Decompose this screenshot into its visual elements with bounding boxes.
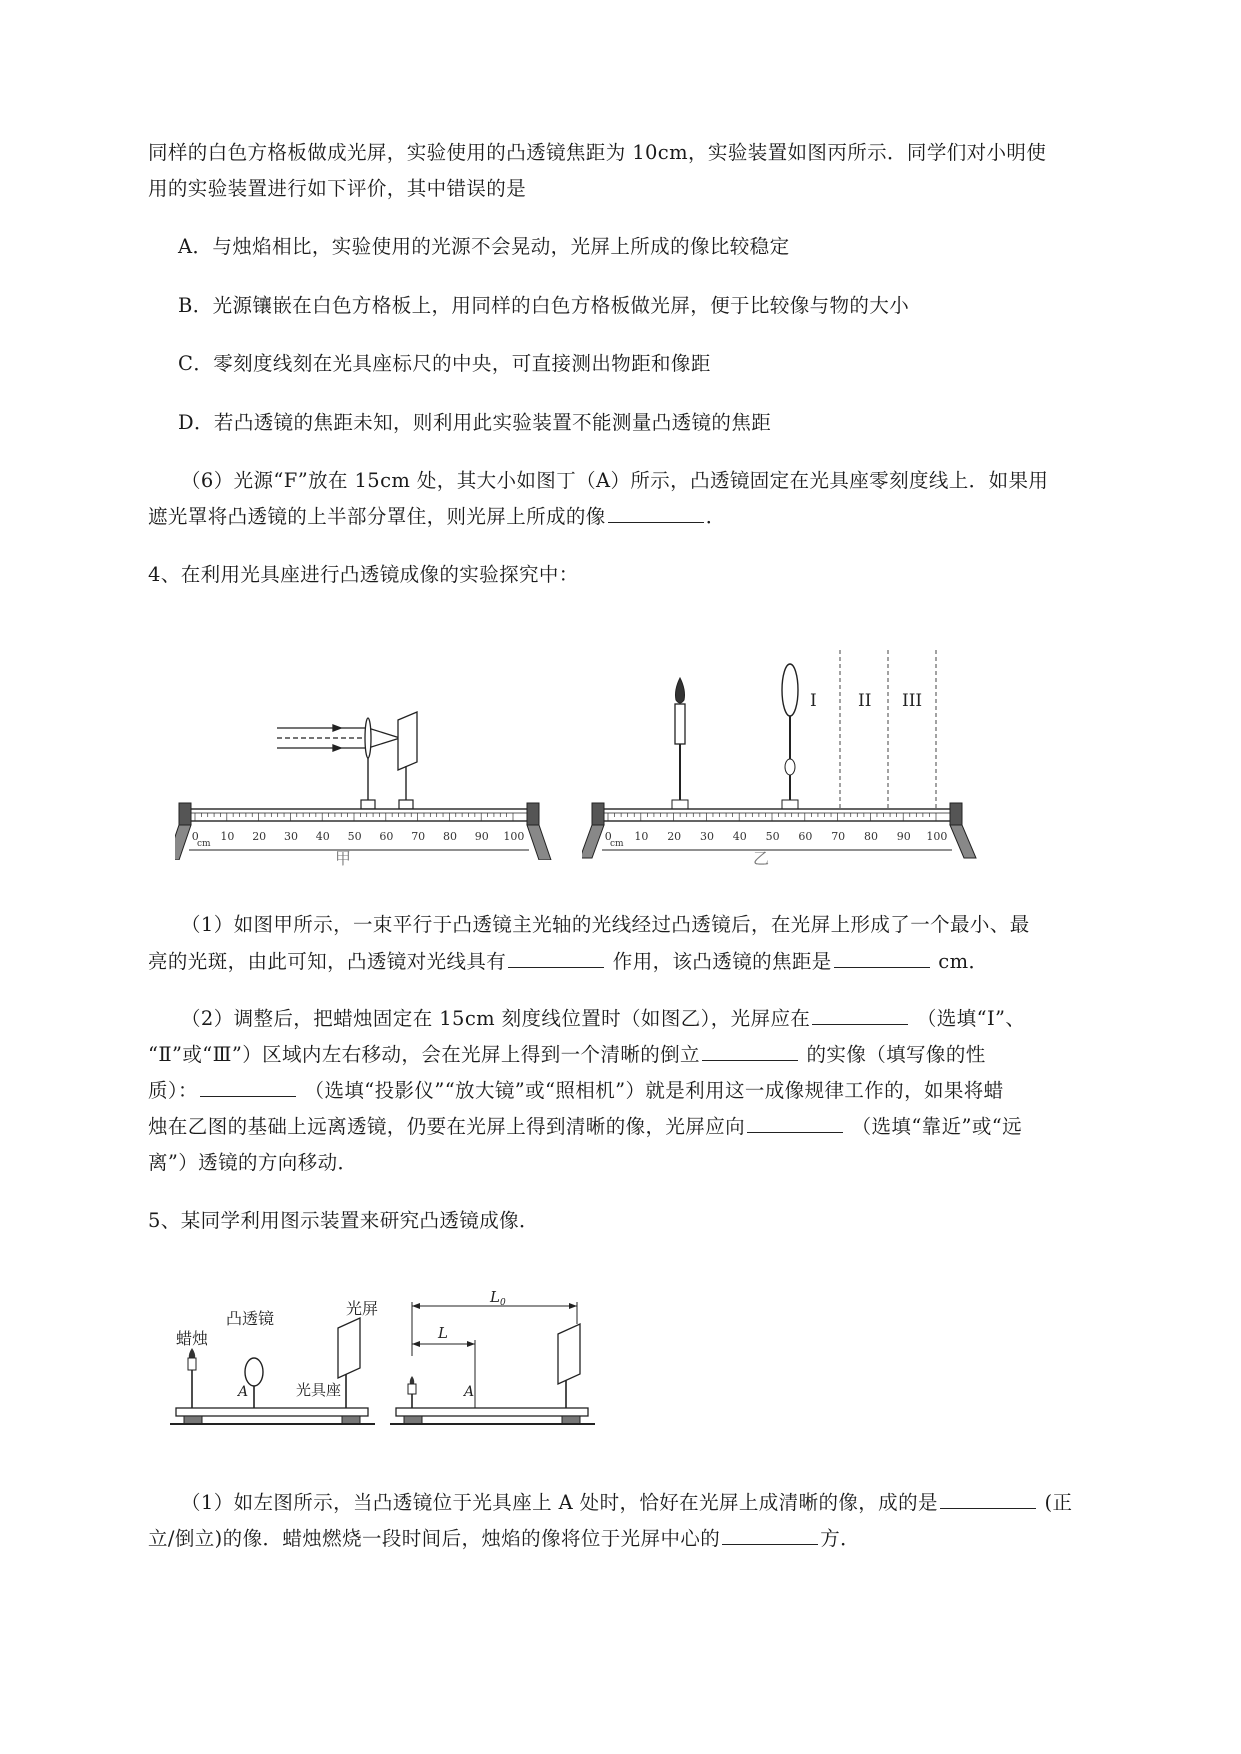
q5-s1-line-2 bbox=[148, 1524, 1148, 1554]
candle-icon bbox=[408, 1376, 416, 1408]
q4-s1-line-1: （1）如图甲所示，一束平行于凸透镜主光轴的光线经过凸透镜后，在光屏上形成了一个最小、最 bbox=[181, 913, 1030, 936]
q4-s2-line-3 bbox=[148, 1076, 1148, 1106]
answer-blank[interactable] bbox=[508, 949, 604, 968]
q4-s2-text-g: 烛在乙图的基础上远离透镜，仍要在光屏上得到清晰的像，光屏应向 bbox=[148, 1115, 746, 1138]
q5-s1-text-b: (正 bbox=[1037, 1491, 1073, 1514]
ruler-tick-label: 0 bbox=[604, 830, 612, 843]
figure-yi-caption: 乙 bbox=[753, 849, 770, 868]
q4-s2-line-4 bbox=[148, 1112, 1148, 1142]
ruler-tick-label: 60 bbox=[379, 830, 394, 843]
ruler-tick-label: 80 bbox=[443, 830, 457, 843]
light-screen-icon bbox=[558, 1324, 580, 1408]
ruler-tick-label: 90 bbox=[896, 830, 911, 843]
ruler-tick-label: 60 bbox=[798, 830, 813, 843]
screen-label: 光屏 bbox=[346, 1299, 379, 1318]
point-a-label: A bbox=[238, 1384, 249, 1400]
q4-s2-text-b: （选填“Ⅰ”、 bbox=[910, 1007, 1026, 1030]
q3-sub6-text: 遮光罩将凸透镜的上半部分罩住，则光屏上所成的像 bbox=[148, 505, 606, 528]
bench-label: 光具座 bbox=[296, 1381, 342, 1399]
bench-end-left bbox=[179, 803, 191, 825]
answer-blank[interactable] bbox=[702, 1042, 798, 1061]
parallel-light-rays bbox=[277, 725, 400, 751]
answer-blank[interactable] bbox=[812, 1006, 908, 1025]
ruler-tick-label: 10 bbox=[634, 830, 649, 843]
region-label-1: I bbox=[810, 691, 817, 711]
q4-s1-text-b: 作用，该凸透镜的焦距是 bbox=[606, 950, 832, 973]
lens-label: 凸透镜 bbox=[226, 1309, 275, 1328]
ruler-tick-label: 70 bbox=[831, 830, 846, 843]
figure-jia-caption: 甲 bbox=[335, 849, 352, 868]
ruler-tick-labels bbox=[192, 830, 525, 843]
bench-end-right bbox=[950, 803, 962, 825]
candle-label: 蜡烛 bbox=[176, 1329, 209, 1348]
bench-leg-right bbox=[950, 825, 976, 858]
q5-s1-text-c: 立/倒立)的像．蜡烛燃烧一段时间后，烛焰的像将位于光屏中心的 bbox=[148, 1527, 721, 1550]
ruler-tick-label: 50 bbox=[765, 830, 780, 843]
q4-s1-line-2 bbox=[148, 947, 1148, 977]
answer-blank[interactable] bbox=[608, 504, 704, 523]
region-label-3: III bbox=[902, 691, 923, 711]
bench-end-right bbox=[527, 803, 539, 825]
ruler-tick-label: 50 bbox=[347, 830, 362, 843]
answer-blank[interactable] bbox=[834, 949, 930, 968]
ruler-tick-labels bbox=[605, 830, 948, 843]
q3-option-c: C．零刻度线刻在光具座标尺的中央，可直接测出物距和像距 bbox=[178, 352, 711, 375]
q3-option-a: A．与烛焰相比，实验使用的光源不会晃动，光屏上所成的像比较稳定 bbox=[178, 235, 790, 258]
ruler-tick-label: 90 bbox=[474, 830, 489, 843]
ruler-tick-label: 40 bbox=[315, 830, 330, 843]
convex-lens-icon bbox=[782, 664, 798, 809]
ruler-tick-label: 0 bbox=[191, 830, 199, 843]
bench-leg-right bbox=[527, 825, 551, 860]
q3-text-line-2: 用的实验装置进行如下评价，其中错误的是 bbox=[148, 177, 527, 200]
q3-sub6-end: ． bbox=[705, 505, 726, 528]
ruler-tick-label: 30 bbox=[700, 830, 714, 843]
q3-sub6-line-2 bbox=[148, 502, 1148, 532]
point-a-label: A bbox=[464, 1384, 475, 1400]
l-label: L bbox=[438, 1324, 448, 1342]
region-label-2: II bbox=[858, 691, 872, 711]
distance-l0 bbox=[412, 1290, 577, 1356]
ruler-tick-label: 70 bbox=[411, 830, 426, 843]
convex-lens-icon bbox=[245, 1358, 263, 1408]
q4-s2-text-d: 的实像（填写像的性 bbox=[799, 1043, 986, 1066]
region-labels bbox=[810, 691, 922, 711]
bench-end-left bbox=[592, 803, 604, 825]
ruler-tick-label: 30 bbox=[284, 830, 298, 843]
q4-s1-text-c: cm． bbox=[931, 950, 989, 973]
q4-s2-line-1 bbox=[181, 1004, 1181, 1034]
answer-blank[interactable] bbox=[200, 1078, 296, 1097]
optical-bench bbox=[170, 1408, 375, 1424]
screen-slider bbox=[399, 800, 413, 809]
ruler-tick-label: 100 bbox=[503, 830, 525, 843]
q4-s2-text-a: （2）调整后，把蜡烛固定在 15cm 刻度线位置时（如图乙），光屏应在 bbox=[181, 1007, 811, 1030]
ruler-tick-label: 80 bbox=[864, 830, 878, 843]
ruler-tick-label: 10 bbox=[220, 830, 235, 843]
ruler-unit: cm bbox=[610, 839, 624, 849]
q5-s1-text-d: 方． bbox=[820, 1527, 860, 1550]
lens-slider bbox=[361, 800, 375, 809]
ruler-tick-label: 100 bbox=[926, 830, 948, 843]
q3-text-line-1: 同样的白色方格板做成光屏，实验使用的凸透镜焦距为 10cm，实验装置如图丙所示．同学们对小明使 bbox=[148, 141, 1047, 164]
answer-blank[interactable] bbox=[722, 1526, 818, 1545]
bench-leg-left bbox=[175, 825, 191, 860]
figure-q5-left bbox=[170, 1290, 385, 1435]
ruler-unit: cm bbox=[197, 839, 211, 849]
q5-title: 5、某同学利用图示装置来研究凸透镜成像． bbox=[148, 1209, 539, 1232]
light-screen-icon bbox=[338, 1318, 360, 1408]
optical-bench bbox=[390, 1408, 595, 1424]
bench-leg-left bbox=[582, 825, 604, 858]
q5-s1-text-a: （1）如左图所示，当凸透镜位于光具座上 A 处时，恰好在光屏上成清晰的像，成的是 bbox=[181, 1491, 938, 1514]
ruler-tick-label: 20 bbox=[252, 830, 267, 843]
candle-icon bbox=[672, 678, 688, 809]
q4-s2-text-c: “Ⅱ”或“Ⅲ”）区域内左右移动，会在光屏上得到一个清晰的倒立 bbox=[148, 1043, 700, 1066]
q4-title: 4、在利用光具座进行凸透镜成像的实验探究中： bbox=[148, 563, 579, 586]
q3-option-d: D．若凸透镜的焦距未知，则利用此实验装置不能测量凸透镜的焦距 bbox=[178, 411, 772, 434]
q4-s1-text-a: 亮的光斑，由此可知，凸透镜对光线具有 bbox=[148, 950, 507, 973]
l0-label: $L_0$ bbox=[490, 1290, 506, 1308]
q4-s2-text-h: （选填“靠近”或“远 bbox=[845, 1115, 1023, 1138]
answer-blank[interactable] bbox=[940, 1490, 1036, 1509]
ruler-tick-label: 40 bbox=[732, 830, 747, 843]
convex-lens-icon bbox=[365, 718, 371, 758]
figure-q5-right bbox=[390, 1290, 600, 1435]
answer-blank[interactable] bbox=[747, 1114, 843, 1133]
figure-jia bbox=[175, 700, 580, 860]
q4-s2-text-e: 质）： bbox=[148, 1079, 198, 1102]
q4-s2-line-5: 离”）透镜的方向移动． bbox=[148, 1151, 358, 1174]
figure-yi bbox=[582, 650, 992, 860]
q3-option-b: B．光源镶嵌在白色方格板上，用同样的白色方格板做光屏，便于比较像与物的大小 bbox=[178, 294, 910, 317]
candle-icon bbox=[188, 1348, 196, 1408]
q4-s2-text-f: （选填“投影仪”“放大镜”或“照相机”）就是利用这一成像规律工作的，如果将蜡 bbox=[297, 1079, 1004, 1102]
region-dividers bbox=[840, 650, 936, 810]
q5-s1-line-1 bbox=[181, 1488, 1181, 1518]
light-screen-icon bbox=[398, 712, 417, 770]
q4-s2-line-2 bbox=[148, 1040, 1148, 1070]
q3-sub6-line-1: （6）光源“F”放在 15cm 处，其大小如图丁（A）所示，凸透镜固定在光具座零刻度线上．如果用 bbox=[181, 469, 1049, 492]
ruler-tick-label: 20 bbox=[667, 830, 682, 843]
